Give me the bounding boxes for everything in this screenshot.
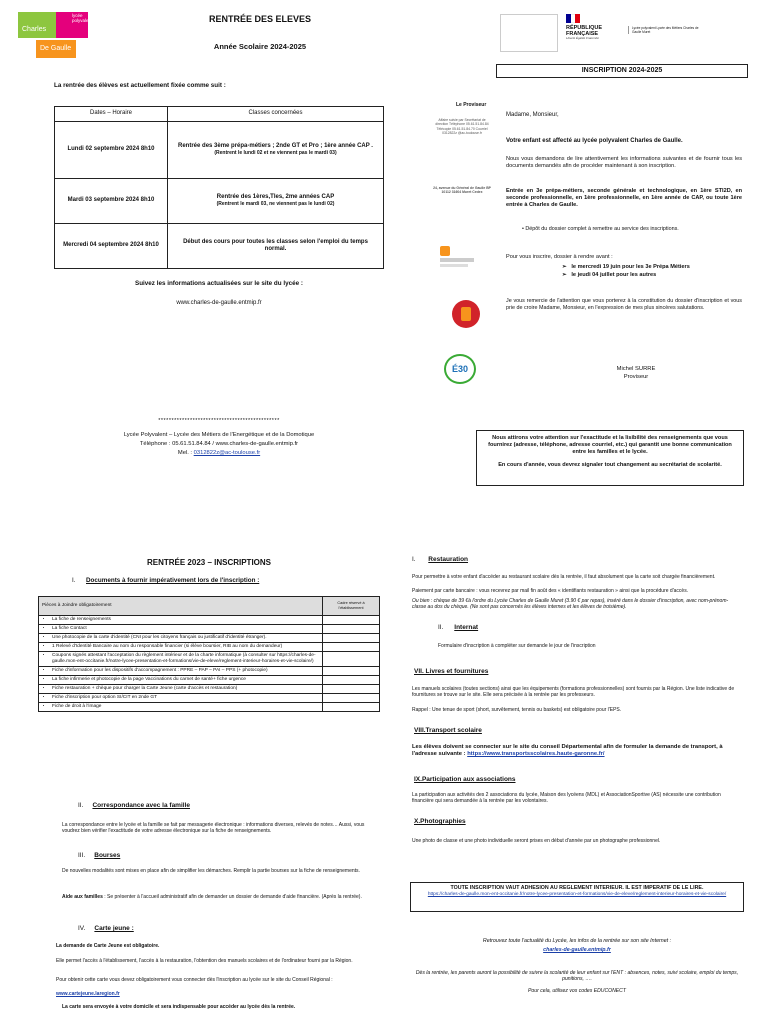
row-date: Mardi 03 septembre 2024 8h10 bbox=[55, 179, 168, 224]
p4-section-ix-heading bbox=[414, 776, 744, 784]
table-row bbox=[39, 633, 380, 642]
row-classes bbox=[168, 179, 384, 224]
footer-line-1: Lycée Polyvalent – Lycée des Métiers de l'Energétique et de la Domotique bbox=[123, 432, 315, 438]
reserved-cell bbox=[323, 651, 380, 666]
mel-label: Mel. : bbox=[177, 450, 194, 456]
inscription-header-box: INSCRIPTION 2024-2025 bbox=[496, 64, 748, 78]
section-3-num: III. bbox=[78, 852, 86, 859]
table-row bbox=[55, 122, 384, 179]
transport-text-body: Les élèves doivent se connecter sur le site du conseil Départemental afin de formuler la demande de transport, à l'adresse suivante : bbox=[412, 744, 723, 758]
doc-item bbox=[39, 651, 323, 666]
follow-text: Suivez les informations actualisées sur le site du lycée : bbox=[135, 280, 303, 287]
restauration-text-3: Ou bien : chèque de 39 €à l'ordre du Lycée Charles de Gaulle Muret (3.90 € par repas), inséré dans le dossier d'inscription, avec nom-prénom-classe au dos du chèque. (Ne sont pas concernés les élèves internes et les élèves de troisième). bbox=[412, 598, 729, 611]
doc-item bbox=[39, 616, 323, 625]
flag-icon bbox=[566, 14, 580, 23]
doc-item-text: • La fiche Contact bbox=[52, 626, 319, 632]
section-4-num: IV. bbox=[78, 925, 86, 932]
doc-item-text: • Fiche d'inscription pour option SI/CIT en 2nde GT bbox=[52, 695, 319, 701]
table-header-classes: Classes concernées bbox=[168, 107, 384, 122]
restauration-text-1: Pour permettre à votre enfant d'accéder au restaurant scolaire dès la rentrée, il faut absolument que la carte soit chargée financièrement. bbox=[412, 574, 716, 580]
page1-intro: La rentrée des élèves est actuellement fixée comme suit : bbox=[54, 82, 226, 89]
mel-link[interactable]: 0312822z@ac-toulouse.fr bbox=[193, 450, 261, 456]
p4-section-ii-heading bbox=[438, 624, 738, 632]
aide-label: Aide aux familles bbox=[62, 894, 103, 900]
section-3-heading bbox=[78, 852, 378, 860]
letter-bullet-text: Dépôt du dossier complet à remettre au service des inscriptions. bbox=[525, 226, 679, 232]
republique-text: RÉPUBLIQUE FRANÇAISE bbox=[566, 25, 603, 38]
doc-item-text: • Coupons signés attestant l'acceptation du règlement intérieur et de la charte informatique (à consulter sur https://charles-de-gaulle.mon-ent-occitanie.fr/notre-lycee-presentation-et-formations/vie-de-eleve/reglement-interieur-horaires-et-vie-scolaire/) bbox=[52, 653, 319, 665]
p4-section-ii-num: II. bbox=[438, 624, 444, 631]
deadline-2-text: le jeudi 04 juillet pour les autres bbox=[571, 272, 657, 278]
letter-p3: Entrée en 3e prépa-métiers, seconde générale et technologique, en 1ère STI2D, en seconde professionnelle, en 1ère professionnelle, en 1ère année de CAP, ou toute 1ère entrée à Charles de Gaulle. bbox=[506, 188, 742, 208]
doc-item-text: • Fiche de droit à l'image bbox=[52, 704, 319, 710]
footer-line-2: Téléphone : 05.61.51.84.84 / www.charles-de-gaulle.entmip.fr bbox=[139, 441, 299, 447]
transport-link[interactable]: https://www.transportsscolaires.haute-garonne.fr/ bbox=[467, 751, 605, 758]
logo-text-lycee: lycée polyvalent bbox=[72, 13, 93, 23]
section-1-title: Documents à fournir impérativement lors de l'inscription : bbox=[86, 577, 260, 584]
p4-section-viii-title: VIII.Transport scolaire bbox=[414, 727, 482, 734]
documents-table-header: Pièces à Joindre obligatoirement bbox=[39, 597, 323, 616]
p4-section-x-heading bbox=[414, 818, 744, 826]
retrouvez-link[interactable]: charles-de-gaulle.entmip.fr bbox=[543, 947, 611, 953]
associations-text: La participation aux activités des 2 associations du lycée, Maison des lycéens (MDL) et AssociationSportive (AS) nécessite une contribution financière qui sera demandée à la rentrée par les volontaires. bbox=[412, 792, 721, 805]
p4-section-ii-title: Internat bbox=[454, 624, 479, 631]
signature-name: Michel SURRE bbox=[616, 366, 656, 372]
doc-item bbox=[39, 666, 323, 675]
p4-section-x-title: X.Photographies bbox=[414, 818, 466, 825]
doc-item bbox=[39, 675, 323, 684]
letter-p1: Votre enfant est affecté au lycée polyvalent Charles de Gaulle. bbox=[506, 138, 683, 144]
lycee-seal bbox=[500, 14, 558, 52]
doc-item bbox=[39, 702, 323, 711]
carte-jeune-link[interactable]: www.cartejeune.laregion.fr bbox=[56, 991, 120, 997]
row-note: (Rentrent le lundi 02 et ne viennent pas le mardi 03) bbox=[214, 150, 337, 156]
table-row bbox=[39, 702, 380, 711]
livres-text-2: Rappel : Une tenue de sport (short, survêtement, tennis ou baskets) est obligatoire pour l'EPS. bbox=[412, 707, 622, 713]
attention-text-1: Nous attirons votre attention sur l'exactitude et la lisibilité des renseignements que vous fournirez (adresse, téléphone, adresse courriel, etc.) qui garantit une bonne communication entre les familles et le lycée. bbox=[488, 435, 732, 455]
badge-icon bbox=[452, 300, 480, 328]
lycee-small-text: Lycée polyvalent Lycée des Métiers Charles de Gaulle Muret bbox=[628, 26, 702, 34]
table-row bbox=[55, 224, 384, 269]
section-1-num: I. bbox=[72, 577, 76, 584]
documents-table bbox=[38, 596, 380, 712]
row-date: Mercredi 04 septembre 2024 8h10 bbox=[55, 224, 168, 269]
footer-line-3 bbox=[54, 450, 384, 457]
table-row bbox=[55, 179, 384, 224]
doc-item bbox=[39, 633, 323, 642]
table-row bbox=[39, 675, 380, 684]
reserved-cell bbox=[323, 624, 380, 633]
livres-text-1: Les manuels scolaires (toutes sections) ainsi que les équipements (formations professionnelles) sont fournis par la Région. Une liste indicative de fournitures se trouve sur le site. Elle sera précisée à la rentrée par les professeurs. bbox=[412, 686, 735, 699]
table-row bbox=[39, 684, 380, 693]
documents-table-header-reserved: Cadre réservé à l'établissement bbox=[323, 597, 380, 616]
table-row bbox=[39, 642, 380, 651]
marianne-logo bbox=[566, 14, 626, 41]
doc-item-text: • La fiche de renseignements bbox=[52, 617, 319, 623]
rentree-dates-table bbox=[54, 106, 384, 269]
section-4-heading bbox=[78, 925, 378, 933]
doc-item-text: • Une photocopie de la carte d'identité (CNI pour les citoyens français ou justificatif d'identité étranger). bbox=[52, 635, 319, 641]
separator-stars: ********************************************** bbox=[158, 418, 280, 424]
retrouvez-link-line bbox=[412, 947, 742, 954]
letter-p2: Nous vous demandons de lire attentivement les informations suivantes et de fournir tous les documents demandés afin de procéder maintenant à son inscription. bbox=[506, 156, 742, 169]
salutation: Madame, Monsieur, bbox=[506, 112, 559, 118]
doc-item bbox=[39, 684, 323, 693]
sidebar-contact: Affaire suivie par Secrétariat de direction Téléphone 05.61.51.84.84 Télécopie 05.61.51.84.70 Courriel 0312822z @ac-toulouse.fr bbox=[435, 118, 489, 136]
attention-text-2: En cours d'année, vous devrez signaler tout changement au secrétariat de scolarité. bbox=[498, 461, 722, 468]
p4-section-vii-heading bbox=[414, 668, 744, 676]
section-2-num: II. bbox=[78, 802, 84, 809]
carte-jeune-l1: La demande de Carte Jeune est obligatoire. bbox=[56, 943, 160, 949]
reglement-text: TOUTE INSCRIPTION VAUT ADHESION AU REGLEMENT INTERIEUR. IL EST IMPERATIF DE LE LIRE. bbox=[450, 885, 704, 891]
page1-title: RENTRÉE DES ELEVES bbox=[208, 14, 312, 24]
internat-text: Formulaire d'inscription à compléter sur demande le jour de l'inscription bbox=[438, 643, 596, 649]
p4-section-ix-title: IX.Participation aux associations bbox=[414, 776, 516, 783]
proviseur-label: Le Proviseur bbox=[456, 102, 487, 108]
deadline-1: ➢ le mercredi 19 juin pour les 3e Prépa Métiers bbox=[562, 264, 690, 270]
carte-jeune-l3: Pour obtenir cette carte vous devez obligatoirement vous connecter dès l'inscription au lycée sur le site du Conseil Régional : bbox=[56, 977, 333, 983]
page1-subtitle: Année Scolaire 2024-2025 bbox=[213, 42, 307, 51]
carte-jeune-link-line bbox=[56, 991, 386, 997]
table-row bbox=[39, 693, 380, 702]
logo-text-charles: Charles bbox=[22, 26, 47, 33]
table-row bbox=[39, 651, 380, 666]
doc-item bbox=[39, 693, 323, 702]
signature-title: Proviseur bbox=[623, 374, 649, 380]
row-date: Lundi 02 septembre 2024 8h10 bbox=[55, 122, 168, 179]
reserved-cell bbox=[323, 616, 380, 625]
table-row bbox=[39, 624, 380, 633]
doc-item-text: • 1 Relevé d'Identité Bancaire au nom du responsable financier (si élève boursier, RIB au nom du demandeur) bbox=[52, 644, 319, 650]
letter-bullet: • Dépôt du dossier complet à remettre au service des inscriptions. bbox=[522, 226, 679, 232]
retrouvez-text: Retrouvez toute l'actualité du Lycée, les infos de la rentrée sur son site Internet : bbox=[482, 938, 672, 944]
carte-jeune-l2: Elle permet l'accès à l'établissement, l'accès à la restauration, l'obtention des manuels scolaires et de l'ordinateur fourni par la Région. bbox=[56, 958, 353, 964]
section-1-heading bbox=[72, 577, 382, 585]
row-classes bbox=[168, 224, 384, 269]
doc-item-text: • Fiche restauration + chèque pour charger la Carte Jeune (carte d'accès et restauration) bbox=[52, 686, 319, 692]
table-header-dates: Dates – Horaire bbox=[55, 107, 168, 122]
table-row bbox=[39, 616, 380, 625]
reserved-cell bbox=[323, 684, 380, 693]
ent-text: Dès la rentrée, les parents auront la possibilité de suivre la scolarité de leur enfant sur l'ENT : absences, notes, suivi scolaire, emploi du temps, punitions, …. bbox=[415, 970, 739, 983]
row-classes-text: Rentrée des 1ères,Tles, 2me années CAP bbox=[216, 193, 335, 200]
reserved-cell bbox=[323, 693, 380, 702]
doc-item-text: • La fiche infirmerie et photocopie de la page Vaccinations du carnet de santé+ fiche urgence bbox=[52, 677, 319, 683]
transport-text bbox=[412, 744, 742, 758]
lycee-des-metiers-logo bbox=[440, 246, 486, 268]
reserved-cell bbox=[323, 675, 380, 684]
reserved-cell bbox=[323, 642, 380, 651]
page3-title: RENTRÉE 2023 – INSCRIPTIONS bbox=[146, 558, 272, 567]
table-row bbox=[39, 666, 380, 675]
sidebar-address: 24, avenue du Général de Gaulle BP 10112 31604 Muret Cedex bbox=[433, 186, 491, 195]
deadline-intro: Pour vous inscrire, dossier à rendre avant : bbox=[506, 254, 613, 260]
section-3-text: De nouvelles modalités sont mises en place afin de simplifier les démarches. Remplir la partie bourses sur la fiche de renseignements. bbox=[62, 868, 360, 874]
deadline-2: ➢ le jeudi 04 juillet pour les autres bbox=[562, 272, 657, 278]
section-4-title: Carte jeune : bbox=[94, 925, 134, 932]
reglement-link[interactable]: https://charles-de-gaulle.mon-ent-occitanie.fr/notre-lycee-presentation-et-formations/vie-de-eleve/reglement-interieur-horaires-et-vie-scolaire/ bbox=[427, 891, 727, 897]
p4-section-i-title: Restauration bbox=[428, 556, 469, 563]
doc-item bbox=[39, 642, 323, 651]
reserved-cell bbox=[323, 666, 380, 675]
logo-text-degaulle: De Gaulle bbox=[40, 45, 72, 52]
p4-section-viii-heading bbox=[414, 727, 744, 735]
attention-box bbox=[476, 430, 744, 486]
e30-logo: É30 bbox=[444, 354, 478, 384]
section-2-heading bbox=[78, 802, 378, 810]
doc-item-text: • Fiche d'information pour les dispositifs d'accompagnement : PPRE – PAP – PAI – PPS (+ photocopie) bbox=[52, 668, 319, 674]
p4-section-vii-title: VII. Livres et fournitures bbox=[414, 668, 489, 675]
aide-text: : Se présenter à l'accueil administratif afin de demander un dossier de demande d'aide financière. (Après la rentrée). bbox=[102, 894, 362, 900]
p4-section-i-heading bbox=[412, 556, 742, 564]
photographies-text: Une photo de classe et une photo individuelle seront prises en début d'année par un photographe professionnel. bbox=[412, 838, 661, 844]
section-3-aide bbox=[62, 894, 380, 900]
section-3-title: Bourses bbox=[94, 852, 121, 859]
reserved-cell bbox=[323, 633, 380, 642]
educonnect-text: Pour cela, utilisez vos codes EDUCONECT bbox=[528, 988, 626, 994]
row-classes-text: Début des cours pour toutes les classes selon l'emploi du temps normal. bbox=[183, 238, 368, 252]
p4-section-i-num: I. bbox=[412, 556, 416, 563]
row-classes bbox=[168, 122, 384, 179]
section-2-text: La correspondance entre le lycée et la famille se fait par messagerie électronique : informations diverses, relevés de notes… Aussi, vous voudrez bien vérifier l'exactitude de votre adresse électronique sur la fiche de renseignements. bbox=[62, 822, 365, 835]
doc-item bbox=[39, 624, 323, 633]
site-link[interactable]: www.charles-de-gaulle.entmip.fr bbox=[176, 300, 262, 306]
devise-text: Liberté Égalité Fraternité bbox=[566, 36, 599, 41]
row-classes-text: Rentrée des 3ème prépa-métiers ; 2nde GT et Pro ; 1ère année CAP . bbox=[178, 142, 373, 149]
letter-thanks: Je vous remercie de l'attention que vous porterez à la constitution du dossier d'inscription et vous prie de croire Madame, Monsieur, en l'expression de mes plus sincères salutations. bbox=[506, 298, 742, 311]
section-2-title: Correspondance avec la famille bbox=[92, 802, 190, 809]
reglement-box bbox=[410, 882, 744, 912]
row-note: (Rentrent le mardi 03, ne viennent pas le lundi 02) bbox=[216, 201, 335, 207]
deadline-1-text: le mercredi 19 juin pour les 3e Prépa Métiers bbox=[571, 264, 690, 270]
carte-jeune-l4: La carte sera envoyée à votre domicile et sera indispensable pour accéder au lycée dès la rentrée. bbox=[62, 1004, 296, 1010]
restauration-text-2: Paiement par carte bancaire : vous recevrez par mail fin août des « identifiants restauration » ainsi que la procédure d'accès. bbox=[412, 588, 689, 594]
reserved-cell bbox=[323, 702, 380, 711]
lycee-logo bbox=[18, 12, 93, 58]
